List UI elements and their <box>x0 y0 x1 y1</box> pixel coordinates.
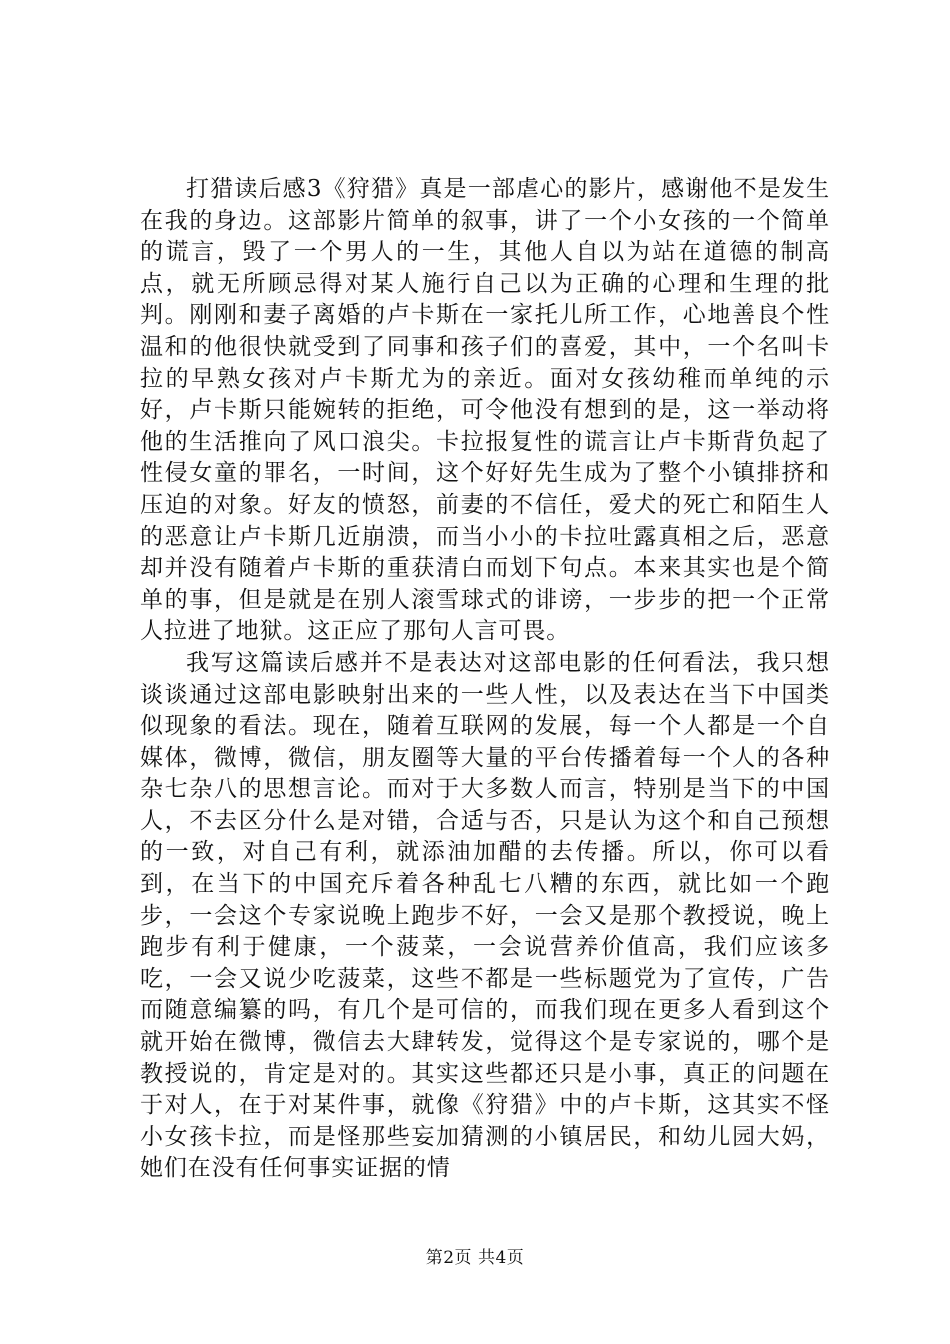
paragraph-2: 我写这篇读后感并不是表达对这部电影的任何看法，我只想谈谈通过这部电影映射出来的一些人性，以及表达在当下中国类似现象的看法。现在，随着互联网的发展，每一个人都是一个自媒体，微博，微信，朋友圈等大量的平台传播着每一个人的各种杂七杂八的思想言论。而对于大多数人而言，特别是当下的中国人，不去区分什么是对错，合适与否，只是认为这个和自己预想的一致，对自己有利，就添油加醋的去传播。所以，你可以看到，在当下的中国充斥着各种乱七八糟的东西，就比如一个跑步，一会这个专家说晚上跑步不好，一会又是那个教授说，晚上跑步有利于健康，一个菠菜，一会说营养价值高，我们应该多吃，一会又说少吃菠菜，这些不都是一些标题党为了宣传，广告而随意编纂的吗，有几个是可信的，而我们现在更多人看到这个就开始在微博，微信去大肆转发，觉得这个是专家说的，哪个是教授说的，肯定是对的。其实这些都还只是小事，真正的问题在于对人，在于对某件事，就像《狩猎》中的卢卡斯，这其实不怪小女孩卡拉，而是怪那些妄加猜测的小镇居民，和幼儿园大妈，她们在没有任何事实证据的情 <box>140 649 830 1182</box>
document-body <box>140 174 830 1185</box>
page-number-footer: 第2页 共4页 <box>425 1248 525 1268</box>
paragraph-1: 打猎读后感3《狩猎》真是一部虐心的影片，感谢他不是发生在我的身边。这部影片简单的叙事，讲了一个小女孩的一个简单的谎言，毁了一个男人的一生，其他人自以为站在道德的制高点，就无所顾忌得对某人施行自己以为正确的心理和生理的批判。刚刚和妻子离婚的卢卡斯在一家托儿所工作，心地善良个性温和的他很快就受到了同事和孩子们的喜爱，其中，一个名叫卡拉的早熟女孩对卢卡斯尤为的亲近。面对女孩幼稚而单纯的示好，卢卡斯只能婉转的拒绝，可令他没有想到的是，这一举动将他的生活推向了风口浪尖。卡拉报复性的谎言让卢卡斯背负起了性侵女童的罪名，一时间，这个好好先生成为了整个小镇排挤和压迫的对象。好友的愤怒，前妻的不信任，爱犬的死亡和陌生人的恶意让卢卡斯几近崩溃，而当小小的卡拉吐露真相之后，恶意却并没有随着卢卡斯的重获清白而划下句点。本来其实也是个简单的事，但是就是在别人滚雪球式的诽谤，一步步的把一个正常人拉进了地狱。这正应了那句人言可畏。 <box>140 176 830 645</box>
